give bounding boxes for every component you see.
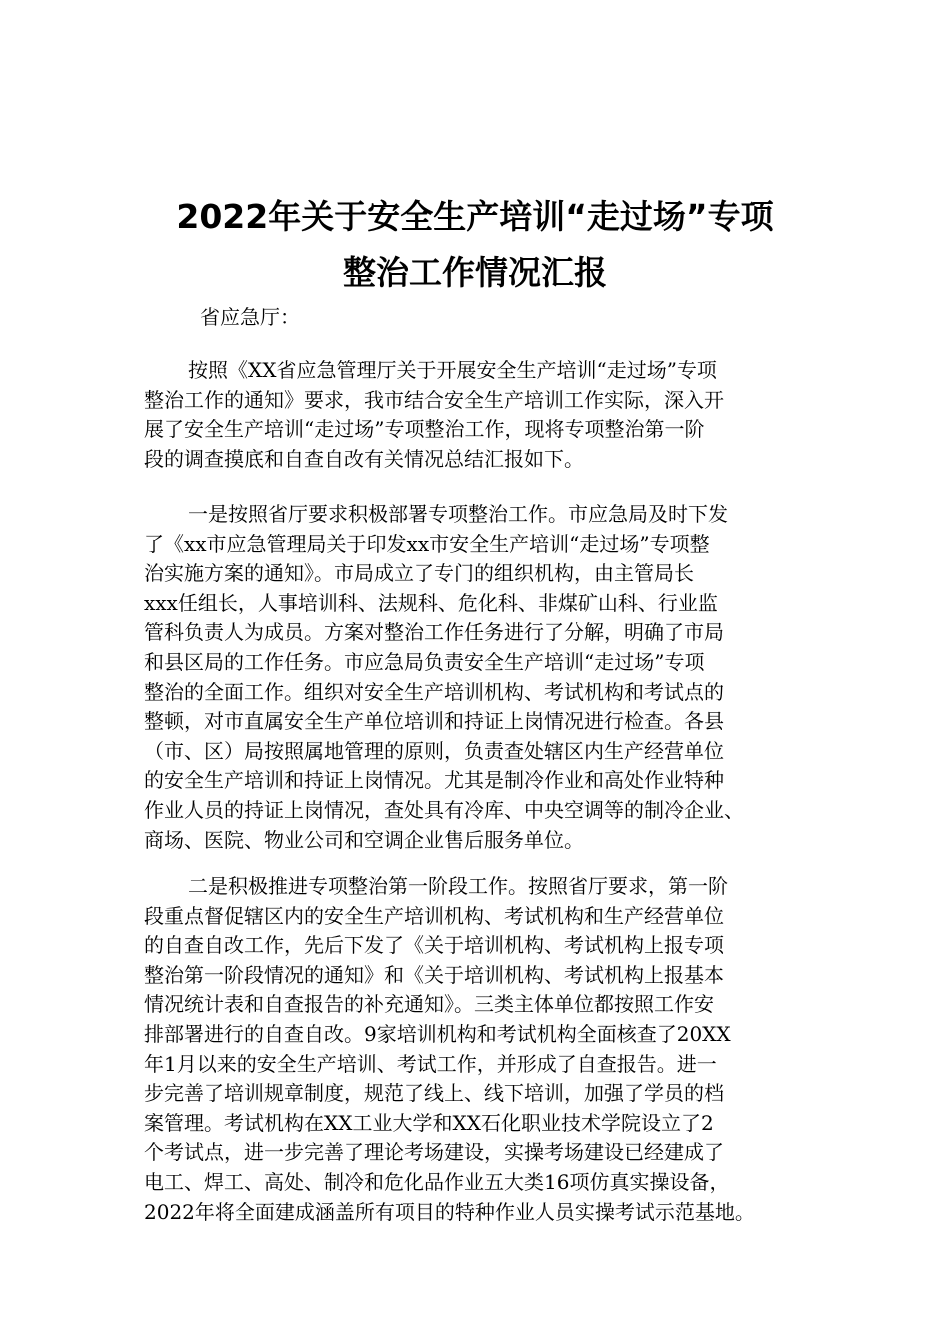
paragraph-line: 整治工作的通知》要求，我市结合安全生产培训工作实际，深入开 — [144, 387, 724, 412]
paragraph-line: 步完善了培训规章制度，规范了线上、线下培训，加强了学员的档 — [144, 1081, 724, 1106]
salutation: 省应急厅： — [200, 305, 300, 329]
paragraph-line: 案管理。考试机构在XX工业大学和XX石化职业技术学院设立了2 — [144, 1110, 714, 1135]
paragraph-line: 年1月以来的安全生产培训、考试工作，并形成了自查报告。进一 — [144, 1051, 717, 1076]
paragraph-line: 了《xx市应急管理局关于印发xx市安全生产培训“走过场”专项整 — [144, 531, 710, 556]
document-title-line-2: 整治工作情况汇报 — [343, 253, 607, 292]
paragraph-line: 电工、焊工、高处、制冷和危化品作业五大类16项仿真实操设备， — [144, 1169, 730, 1194]
paragraph-line: 按照《XX省应急管理厅关于开展安全生产培训“走过场”专项 — [188, 358, 717, 382]
paragraph-line: （市、区）局按照属地管理的原则，负责查处辖区内生产经营单位 — [144, 738, 724, 763]
paragraph-line: 整顿，对市直属安全生产单位培训和持证上岗情况进行检查。各县 — [144, 709, 724, 734]
paragraph-line: 2022年将全面建成涵盖所有项目的特种作业人员实操考试示范基地。 — [144, 1199, 755, 1224]
paragraph-line: 的安全生产培训和持证上岗情况。尤其是制冷作业和高处作业特种 — [144, 768, 724, 793]
paragraph-line: 治实施方案的通知》。市局成立了专门的组织机构，由主管局长 — [144, 561, 694, 586]
paragraph-line: xxx任组长，人事培训科、法规科、危化科、非煤矿山科、行业监 — [144, 590, 718, 615]
paragraph-first-phase — [144, 872, 824, 1227]
paragraph-line: 段的调查摸底和自查自改有关情况总结汇报如下。 — [144, 446, 584, 471]
paragraph-line: 商场、医院、物业公司和空调企业售后服务单位。 — [144, 827, 584, 852]
paragraph-line: 和县区局的工作任务。市应急局负责安全生产培训“走过场”专项 — [144, 649, 705, 674]
document-title-line-1: 2022年关于安全生产培训“走过场”专项 — [176, 197, 774, 236]
paragraph-line: 的自查自改工作，先后下发了《关于培训机构、考试机构上报专项 — [144, 933, 724, 958]
paragraph-line: 管科负责人为成员。方案对整治工作任务进行了分解，明确了市局 — [144, 620, 724, 645]
paragraph-line: 一是按照省厅要求积极部署专项整治工作。市应急局及时下发 — [188, 502, 728, 526]
paragraph-intro — [144, 356, 824, 474]
paragraph-line: 段重点督促辖区内的安全生产培训机构、考试机构和生产经营单位 — [144, 903, 724, 928]
paragraph-line: 整治的全面工作。组织对安全生产培训机构、考试机构和考试点的 — [144, 679, 724, 704]
paragraph-line: 展了安全生产培训“走过场”专项整治工作，现将专项整治第一阶 — [144, 417, 705, 442]
paragraph-line: 情况统计表和自查报告的补充通知》。三类主体单位都按照工作安 — [144, 992, 714, 1017]
paragraph-line: 整治第一阶段情况的通知》和《关于培训机构、考试机构上报基本 — [144, 962, 724, 987]
paragraph-line: 作业人员的持证上岗情况，查处具有冷库、中央空调等的制冷企业、 — [144, 797, 744, 822]
paragraph-line: 排部署进行的自查自改。9家培训机构和考试机构全面核查了20XX — [144, 1021, 731, 1046]
paragraph-line: 二是积极推进专项整治第一阶段工作。按照省厅要求，第一阶 — [188, 874, 728, 898]
paragraph-deployment — [144, 500, 824, 855]
paragraph-line: 个考试点，进一步完善了理论考场建设，实操考场建设已经建成了 — [144, 1140, 724, 1165]
